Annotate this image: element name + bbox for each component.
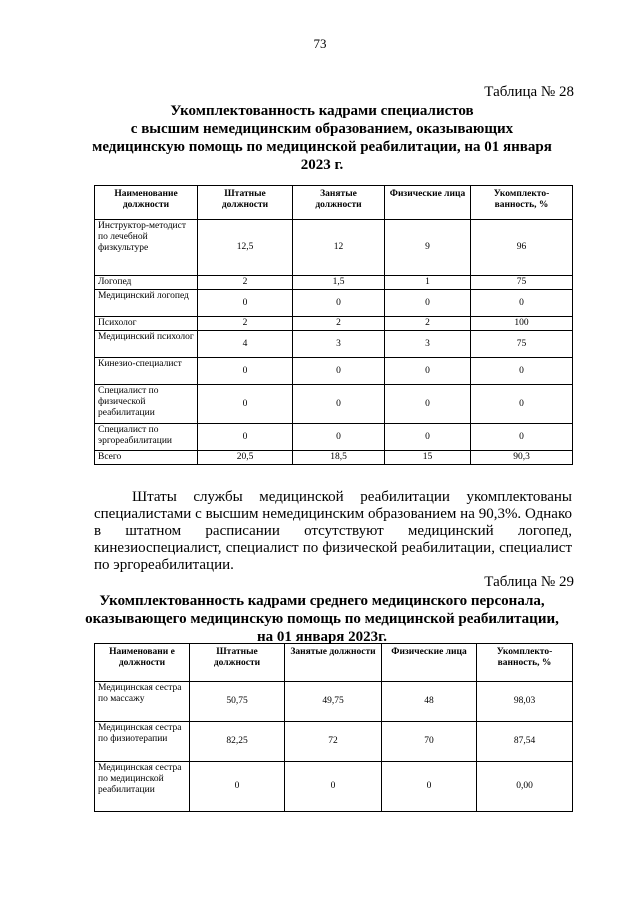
table-cell: 82,25 <box>190 722 285 762</box>
paragraph-line: Штаты службы медицинской реабилитации укомплектованы <box>132 489 572 505</box>
row-name-cell: Кинезио-специалист <box>95 358 198 385</box>
table-cell: 96 <box>471 220 573 276</box>
row-name-cell: Медицинская сестра по медицинской реабилитации <box>95 762 190 812</box>
table-cell: 0 <box>293 290 385 317</box>
table-28-title-line: 2023 г. <box>300 157 344 173</box>
table-cell: 72 <box>285 722 382 762</box>
table-28 <box>94 185 573 465</box>
table-cell: 3 <box>385 331 471 358</box>
table-cell: 12 <box>293 220 385 276</box>
table-cell: 0 <box>198 290 293 317</box>
table-29-title-line: Укомплектованность кадрами среднего медицинского персонала, <box>99 593 545 609</box>
table-cell: 0 <box>198 424 293 451</box>
table-header-cell: Физические лица <box>385 186 471 220</box>
table-cell: 70 <box>382 722 477 762</box>
table-row <box>95 290 573 317</box>
table-header-cell: Укомплекто-ванность, % <box>477 644 573 682</box>
table-cell: 4 <box>198 331 293 358</box>
row-name-cell: Специалист по эргореабилитации <box>95 424 198 451</box>
table-header-cell: Штатные должности <box>198 186 293 220</box>
table-cell: 75 <box>471 331 573 358</box>
table-cell: 1,5 <box>293 276 385 290</box>
paragraph-line: в штатном расписании отсутствуют медицинский логопед, <box>94 523 572 539</box>
row-name-cell: Медицинская сестра по физиотерапии <box>95 722 190 762</box>
row-name-cell: Логопед <box>95 276 198 290</box>
table-cell: 2 <box>293 317 385 331</box>
table-29 <box>94 643 573 812</box>
paragraph-line: по эргореабилитации. <box>94 557 234 573</box>
row-name-cell: Психолог <box>95 317 198 331</box>
row-name-cell: Медицинский психолог <box>95 331 198 358</box>
table-cell: 0 <box>190 762 285 812</box>
body-paragraph <box>94 489 572 574</box>
row-name-cell: Медицинский логопед <box>95 290 198 317</box>
table-cell: 0 <box>385 385 471 424</box>
paragraph-line: кинезиоспециалист, специалист по физической реабилитации, специалист <box>94 540 572 556</box>
table-28-title-line: медицинскую помощь по медицинской реабилитации, на 01 января <box>92 139 552 155</box>
table-cell: 0 <box>471 385 573 424</box>
row-name-cell: Специалист по физической реабилитации <box>95 385 198 424</box>
table-header-row <box>95 186 573 220</box>
table-cell: 3 <box>293 331 385 358</box>
table-cell: 0 <box>293 358 385 385</box>
table-cell: 0 <box>471 424 573 451</box>
table-28-title <box>80 102 564 174</box>
row-name-cell: Всего <box>95 451 198 465</box>
table-cell: 0 <box>285 762 382 812</box>
table-cell: 0 <box>293 424 385 451</box>
table-cell: 0 <box>385 290 471 317</box>
row-name-cell: Медицинская сестра по массажу <box>95 682 190 722</box>
table-row <box>95 220 573 276</box>
table-row <box>95 762 573 812</box>
table-header-cell: Наименование должности <box>95 186 198 220</box>
table-cell: 0,00 <box>477 762 573 812</box>
table-cell: 18,5 <box>293 451 385 465</box>
table-cell: 98,03 <box>477 682 573 722</box>
table-cell: 49,75 <box>285 682 382 722</box>
row-name-cell: Инструктор-методист по лечебной физкультуре <box>95 220 198 276</box>
table-29-title-line: оказывающего медицинскую помощь по медицинской реабилитации, <box>85 611 559 627</box>
table-cell: 20,5 <box>198 451 293 465</box>
table-row <box>95 331 573 358</box>
table-cell: 12,5 <box>198 220 293 276</box>
table-header-cell: Штатные должности <box>190 644 285 682</box>
table-row <box>95 358 573 385</box>
table-28-title-line: с высшим немедицинским образованием, оказывающих <box>130 121 514 137</box>
table-cell: 90,3 <box>471 451 573 465</box>
table-header-row <box>95 644 573 682</box>
table-cell: 0 <box>471 358 573 385</box>
table-cell: 0 <box>198 385 293 424</box>
table-cell: 100 <box>471 317 573 331</box>
table-cell: 15 <box>385 451 471 465</box>
table-cell: 75 <box>471 276 573 290</box>
table-28-title-line: Укомплектованность кадрами специалистов <box>170 103 474 119</box>
table-28-label: Таблица № 28 <box>484 84 574 100</box>
table-cell: 2 <box>198 276 293 290</box>
table-cell: 2 <box>385 317 471 331</box>
table-row <box>95 682 573 722</box>
table-cell: 0 <box>385 358 471 385</box>
table-header-cell: Укомплекто-ванность, % <box>471 186 573 220</box>
table-29-title-line: на 01 января 2023г. <box>256 629 388 645</box>
table-cell: 2 <box>198 317 293 331</box>
table-header-cell: Физические лица <box>382 644 477 682</box>
table-row <box>95 276 573 290</box>
table-cell: 87,54 <box>477 722 573 762</box>
table-row <box>95 722 573 762</box>
table-cell: 0 <box>385 424 471 451</box>
table-cell: 0 <box>198 358 293 385</box>
table-cell: 0 <box>293 385 385 424</box>
table-total-row <box>95 451 573 465</box>
table-29-title <box>70 592 574 646</box>
table-header-cell: Занятые должности <box>293 186 385 220</box>
table-cell: 48 <box>382 682 477 722</box>
table-row <box>95 385 573 424</box>
table-header-cell: Наименовани е должности <box>95 644 190 682</box>
table-row <box>95 424 573 451</box>
table-header-cell: Занятые должности <box>285 644 382 682</box>
table-row <box>95 317 573 331</box>
table-cell: 0 <box>471 290 573 317</box>
page-number: 73 <box>313 36 327 51</box>
table-29-label: Таблица № 29 <box>484 574 574 590</box>
paragraph-line: специалистами с высшим немедицинским образованием на 90,3%. Однако <box>94 506 572 522</box>
table-cell: 50,75 <box>190 682 285 722</box>
table-cell: 1 <box>385 276 471 290</box>
table-cell: 9 <box>385 220 471 276</box>
table-cell: 0 <box>382 762 477 812</box>
